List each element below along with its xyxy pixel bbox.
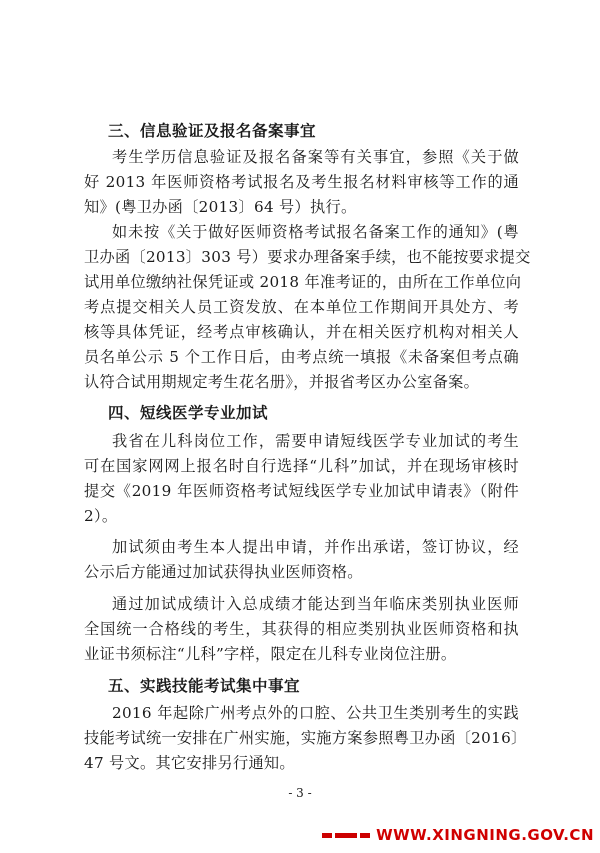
- watermark-bars-decoration: [322, 833, 370, 838]
- section-heading: 五、实践技能考试集中事宜: [108, 677, 301, 695]
- site-watermark: [322, 826, 594, 844]
- text-line: 提交《2019 年医师资格考试短线医学专业加试申请表》（附件: [84, 482, 519, 500]
- text-line: 我省在儿科岗位工作，需要申请短线医学专业加试的考生: [112, 432, 519, 450]
- text-line: 考生学历信息验证及报名备案等有关事宜，参照《关于做: [112, 148, 519, 166]
- section-heading: 四、短线医学专业加试: [108, 404, 269, 422]
- text-line: 47 号文。其它安排另行通知。: [84, 754, 295, 772]
- text-line: 2016 年起除广州考点外的口腔、公共卫生类别考生的实践: [112, 704, 519, 722]
- text-line: 加试须由考生本人提出申请，并作出承诺，签订协议，经: [112, 538, 519, 556]
- text-line: 通过加试成绩计入总成绩才能达到当年临床类别执业医师: [112, 595, 519, 613]
- text-line: 如未按《关于做好医师资格考试报名备案工作的通知》(粤: [112, 223, 519, 241]
- text-line: 员名单公示 5 个工作日后，由考点统一填报《未备案但考点确: [84, 348, 519, 366]
- text-line: 技能考试统一安排在广州实施，实施方案参照粤卫办函〔2016〕: [84, 729, 527, 747]
- text-line: 2）。: [84, 507, 118, 525]
- text-line: 业证书须标注“儿科”字样，限定在儿科专业岗位注册。: [84, 645, 457, 663]
- text-line: 认符合试用期规定考生花名册》，并报省考区办公室备案。: [84, 373, 480, 391]
- text-line: 试用单位缴纳社保凭证或 2018 年准考证的，由所在工作单位向: [84, 273, 522, 291]
- page-number: - 3 -: [288, 786, 312, 800]
- text-line: 全国统一合格线的考生，其获得的相应类别执业医师资格和执: [84, 620, 519, 638]
- text-line: 核等具体凭证，经考点审核确认，并在相关医疗机构对相关人: [84, 323, 519, 341]
- text-line: 公示后方能通过加试获得执业医师资格。: [84, 563, 363, 581]
- text-line: 可在国家网网上报名时自行选择“儿科”加试，并在现场审核时: [84, 457, 519, 475]
- watermark-text: WWW.XINGNING.GOV.CN: [376, 826, 594, 844]
- section-heading: 三、信息验证及报名备案事宜: [108, 122, 317, 140]
- text-line: 好 2013 年医师资格考试报名及考生报名材料审核等工作的通: [84, 173, 519, 191]
- text-line: 考点提交相关人员工资发放、在本单位工作期间开具处方、考: [84, 298, 519, 316]
- text-line: 知》(粤卫办函〔2013〕64 号）执行。: [84, 198, 357, 216]
- text-line: 卫办函〔2013〕303 号）要求办理备案手续，也不能按要求提交: [84, 248, 531, 266]
